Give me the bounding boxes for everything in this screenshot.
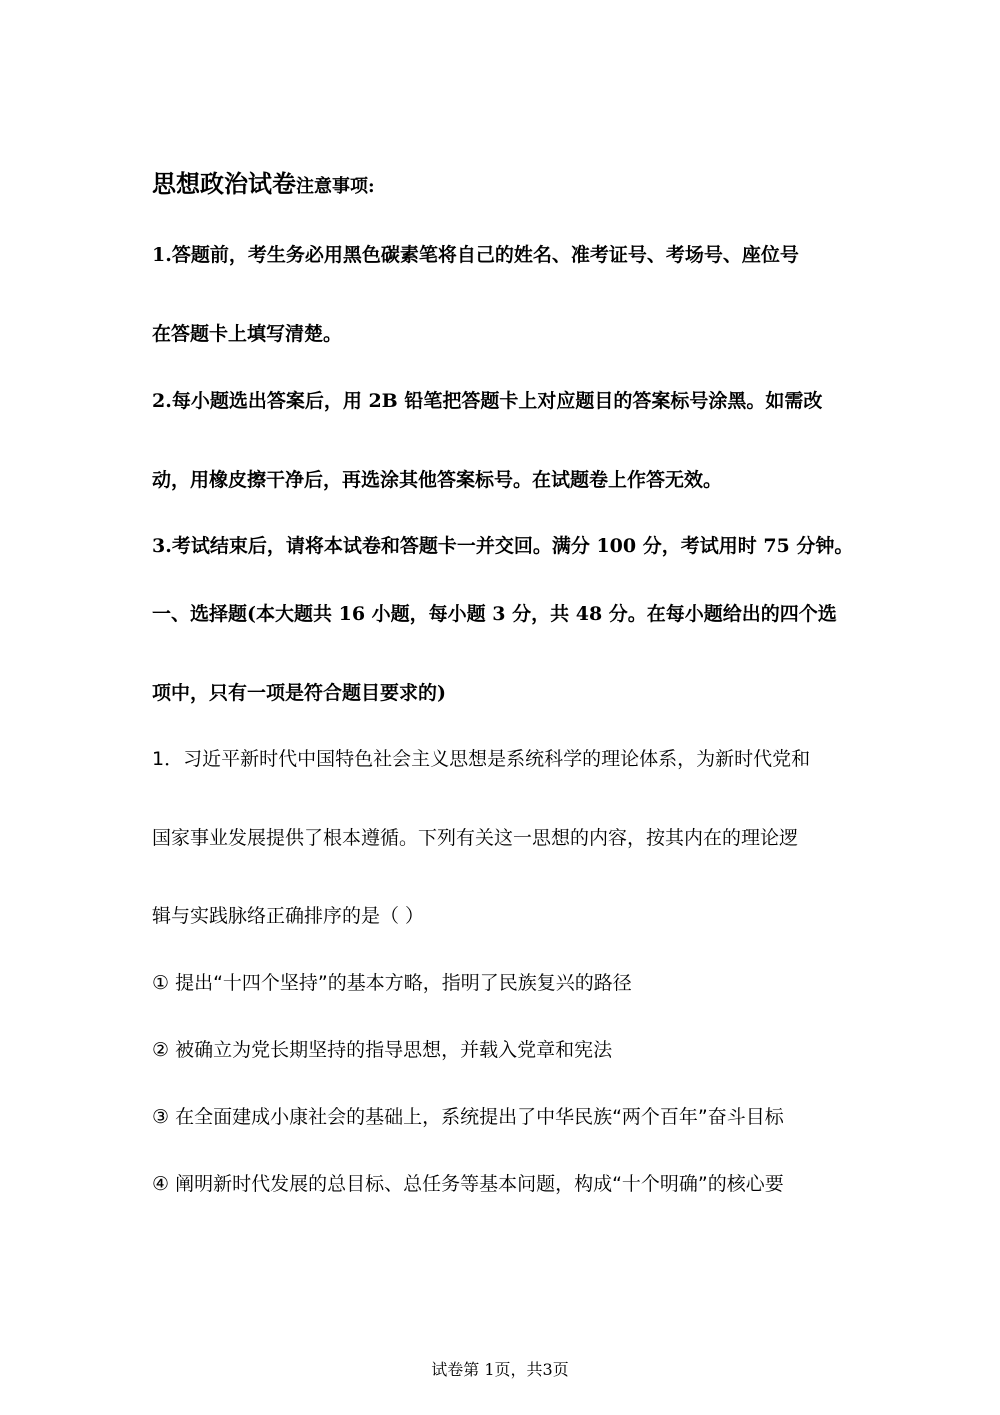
exam-title: 思想政治试卷 xyxy=(152,169,296,198)
question-stem-line-3: 辑与实践脉络正确排序的是（ ） xyxy=(152,905,425,927)
question-option-4: ④ 阐明新时代发展的总目标、总任务等基本问题，构成“十个明确”的核心要 xyxy=(152,1173,784,1195)
question-stem-line-2: 国家事业发展提供了根本遵循。下列有关这一思想的内容，按其内在的理论逻 xyxy=(152,827,799,849)
page-title xyxy=(152,169,375,198)
section-heading-line-1: 一、选择题(本大题共 16 小题，每小题 3 分，共 48 分。在每小题给出的四个选 xyxy=(152,603,837,625)
note-line-3: 2.每小题选出答案后，用 2B 铅笔把答题卡上对应题目的答案标号涂黑。如需改 xyxy=(152,390,823,412)
note-line-1: 1.答题前，考生务必用黑色碳素笔将自己的姓名、准考证号、考场号、座位号 xyxy=(152,244,799,266)
page-footer: 试卷第 1页，共3页 xyxy=(431,1360,569,1379)
notice-heading: 注意事项: xyxy=(296,176,375,197)
question-option-3: ③ 在全面建成小康社会的基础上，系统提出了中华民族“两个百年”奋斗目标 xyxy=(152,1106,784,1128)
note-line-5: 3.考试结束后，请将本试卷和答题卡一并交回。满分 100 分，考试用时 75 分钟。 xyxy=(152,535,854,557)
question-option-2: ② 被确立为党长期坚持的指导思想，并载入党章和宪法 xyxy=(152,1039,613,1061)
question-option-1: ① 提出“十四个坚持”的基本方略，指明了民族复兴的路径 xyxy=(152,972,632,994)
question-stem-line-1: 1．习近平新时代中国特色社会主义思想是系统科学的理论体系，为新时代党和 xyxy=(152,748,811,770)
note-line-2: 在答题卡上填写清楚。 xyxy=(152,323,343,345)
section-heading-line-2: 项中，只有一项是符合题目要求的) xyxy=(152,682,446,704)
note-line-4: 动，用橡皮擦干净后，再选涂其他答案标号。在试题卷上作答无效。 xyxy=(152,469,723,491)
